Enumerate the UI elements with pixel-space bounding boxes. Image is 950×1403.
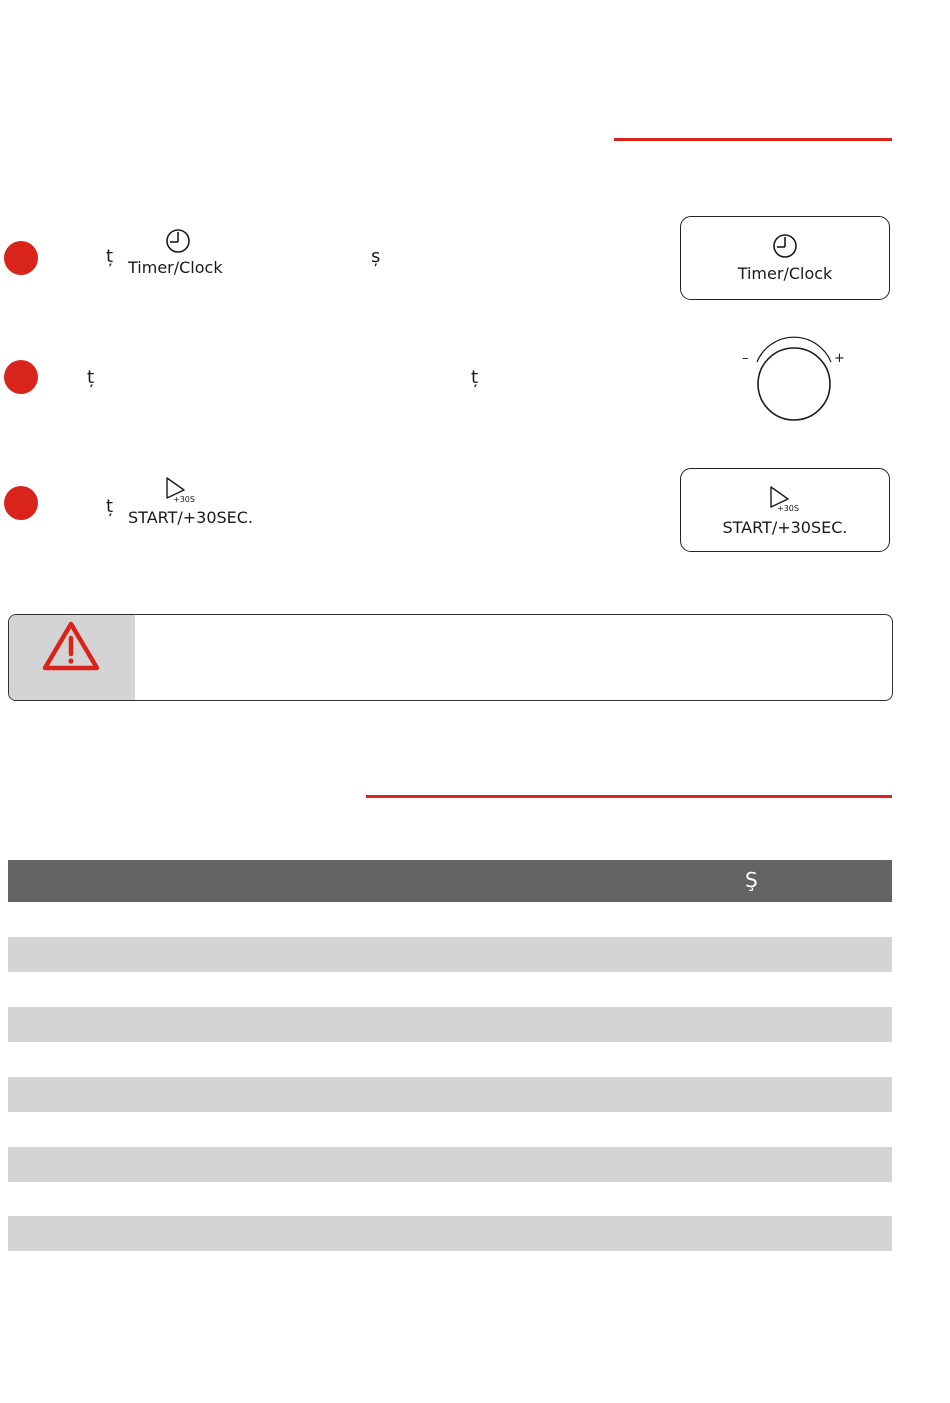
table-row	[8, 1042, 892, 1077]
table-row	[8, 1112, 892, 1147]
step-2-glyph-right: ț	[471, 367, 479, 388]
start-30sec-button[interactable]	[680, 468, 890, 552]
timer-clock-button-label: Timer/Clock	[737, 264, 833, 283]
section-rule-table	[366, 795, 892, 798]
dial-knob-icon	[740, 334, 848, 426]
step-1-glyph: ț	[106, 246, 114, 267]
table-row	[8, 1216, 892, 1251]
table-row	[8, 902, 892, 937]
dial-minus-label: –	[742, 351, 749, 366]
table-row	[8, 937, 892, 972]
dial-knob[interactable]	[740, 334, 848, 431]
step-3-inline-start-icon	[164, 476, 198, 509]
step-marker-2	[4, 360, 38, 394]
start-30sec-button-label: START/+30SEC.	[722, 518, 848, 537]
table-header-glyph: Ş	[745, 868, 758, 892]
svg-text:+30S: +30S	[173, 495, 195, 504]
step-marker-1	[4, 241, 38, 275]
table-row	[8, 1077, 892, 1112]
step-3-glyph: ț	[106, 496, 114, 517]
step-1-button-label: Timer/Clock	[128, 258, 223, 277]
timer-clock-button[interactable]	[680, 216, 890, 300]
section-rule-top	[614, 138, 892, 141]
table-header	[8, 860, 892, 902]
step-3-button-label: START/+30SEC.	[128, 508, 254, 527]
dial-plus-label: +	[834, 351, 845, 366]
step-2-glyph: ț	[87, 367, 95, 388]
step-marker-3	[4, 486, 38, 520]
warning-box	[8, 614, 893, 701]
clock-icon	[771, 232, 799, 265]
warning-icon-cell	[9, 615, 135, 700]
table-row	[8, 1182, 892, 1217]
table-row	[8, 1147, 892, 1182]
table-row	[8, 972, 892, 1007]
start-play-icon	[768, 485, 802, 518]
start-play-icon	[164, 476, 198, 504]
table-row	[8, 1007, 892, 1042]
step-1-inline-clock-icon	[164, 227, 192, 260]
svg-text:+30S: +30S	[777, 504, 799, 513]
warning-triangle-icon	[41, 620, 101, 677]
clock-icon	[164, 227, 192, 255]
step-1-glyph-right: ș	[371, 246, 381, 267]
